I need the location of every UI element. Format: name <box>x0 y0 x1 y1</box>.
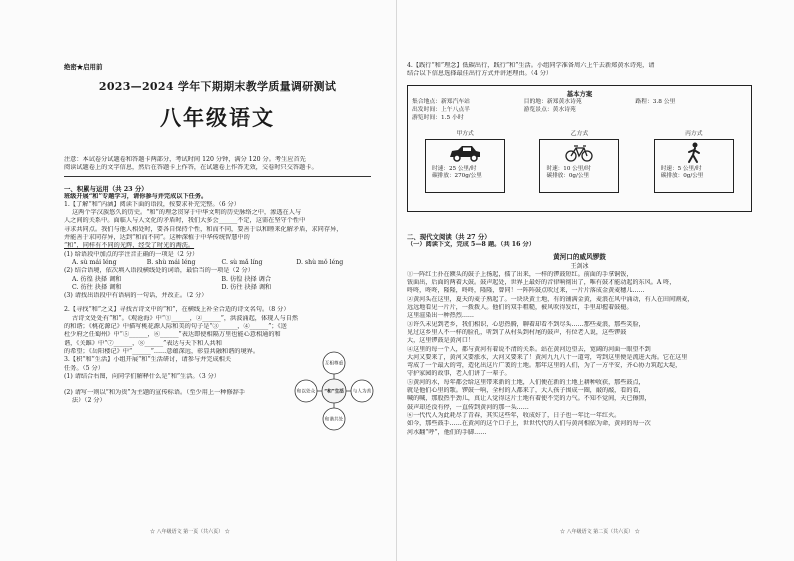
article-line: 大河又要来了，黄河又要涨水，大河又要来了！黄河九九八十一道弯，弯到这里便是流进大海。它在这里 <box>407 353 688 361</box>
mode-label: 乙方式 <box>570 130 589 137</box>
subject-title: 八年级语文 <box>160 106 275 130</box>
mode-emission: 碳排放：0g/公里 <box>546 173 590 179</box>
article-line: 远远地看见一片片，一拨拨人。他们的双手粗糙，被风吹得发红，手里却握着鼓槌。 <box>407 304 633 312</box>
info-cell <box>524 114 636 122</box>
info-box-title: 基本方案 <box>566 89 593 98</box>
article-line: 钹面出，后面的两着大鼓。鼓声起处，世界上最好的音律响彻出了，唯有鼓才能动起的东风。A 咚， <box>407 279 676 287</box>
q1-passage-line: “和”，同样有不同的光辉，经受了时光的淘洗。 <box>64 242 195 250</box>
q1-sub-1: (1) 给语段中加点的字注音正确的一项是（2 分） <box>64 250 199 258</box>
task-instruction: 班级开展“和”专题学习，请你参与并完成以下任务。 <box>64 192 208 200</box>
q2-line: 的希望；《岳阳楼记》中“______”……意蕴深远，彰显共融和谐的境界。 <box>64 347 260 355</box>
page-footer-right: ☆ 八年级语文 第二页（共六页） ☆ <box>560 529 640 535</box>
q1-options-2b <box>64 284 371 292</box>
article-line: 大，这里锣鼓是黄河口！ <box>407 337 475 345</box>
article-line: ③许久未见到老乡，我们相识，心思热腾，聊着却看不到尽头……那些麦浪，那些笑脸， <box>407 320 645 328</box>
article-line: 河水翻“呼”，他们的手脚…… <box>407 428 487 436</box>
option-a: A. sù mái léng <box>72 258 117 266</box>
question-2: 2.【寻找“和”之义】寻找古诗文中的“和”，在横线上补全合适的诗文名句。（8 分） <box>64 306 290 314</box>
question-3-block <box>64 356 372 423</box>
mode-label: 甲方式 <box>456 130 474 137</box>
subsection-heading: （一）阅读下文，完成 5—8 题。（共 16 分） <box>407 240 535 248</box>
question-3: 3.【积“和”生活】小组开展“和”生活研讨，请参与并完成相关 <box>64 356 232 364</box>
question-1: 1.【了解“和”内涵】阅读下面的语段，按要求补充完整。（6 分） <box>64 200 240 208</box>
article-line: 咚咚，咚咚，隆隆，咚咚，隆隆，曾同！一阵阵鼓点吹过来，一片片落成金黄麦穗儿…… <box>407 287 645 295</box>
mode-speed: 时速：10 公里/时 <box>546 165 591 172</box>
mode-emission: 碳排放：0g/公里 <box>660 173 704 179</box>
q2-line: 古诗文处处有“和”。《观沧海》中“①______，②______”，洪波涌起，体现人与自然 <box>72 314 299 322</box>
car-icon <box>426 140 504 166</box>
q3-sub-2: (2) 请写一则以“和为贵”为主题的宣传标语。（至少用上一种修辞手 <box>64 389 246 397</box>
option-b: B. 彷徨 抉择 调合 <box>221 275 272 283</box>
mode-box <box>539 139 619 193</box>
q2-line: 杜少府之任蜀州》中“⑤______，⑥______”表达即使相隔万里也能心意相通的和 <box>64 331 281 339</box>
q3-sub-1: (1) 请结合右图，向同学们解释什么是“和”生活。（3 分） <box>64 372 220 380</box>
article-author: 王剑冰 <box>570 262 589 270</box>
article-line: 如今，那些鼓手……在黄河的这个口子上，世世代代的人们与黄河相依为命，黄河的每一次 <box>407 420 651 428</box>
option-d: D. shù mǒ léng <box>296 258 344 266</box>
q1-sub-2: (2) 结合语境，依次填入语段横线处的词语，最恰当的一项是（2 分） <box>64 267 254 275</box>
article-line: 就是他们心里的歌。锣鼓一响，全村的人都来了，大人孩子围成一圈，敲的敲，看的看， <box>407 387 645 395</box>
info-cell <box>635 114 747 122</box>
option-c: C. sù mǎ líng <box>221 258 263 266</box>
notice-line-2: 阅读试题卷上的文字信息，然后在答题卡上作答，在试题卷上作答无效，交卷时只交答题卡。 <box>64 164 318 172</box>
notice-line-1: 注意：本试卷分试题卷和答题卡两部分，考试时间 120 分钟，满分 120 分。考生应首先 <box>64 156 306 163</box>
q1-passage-line: 寻求共同点。我们与他人相处时，要各自保持个性，和而不同，要善于以和睦来化解矛盾，求同存异， <box>64 225 343 233</box>
info-row <box>408 106 751 114</box>
exam-title: 2023—2024 学年下期期末教学质量调研测试 <box>98 80 337 93</box>
option-b: B. shù mái léng <box>146 258 196 266</box>
travel-options <box>408 128 751 193</box>
confidential-mark: 绝密★启用前 <box>64 63 103 71</box>
mode-label: 丙方式 <box>685 130 703 137</box>
question-4: 4.【践行“和”理念】低碳出行，践行“和”生活。小组同学准备周六上午去新郑黄水诗苑，请 <box>407 62 655 69</box>
article-line: 喊的喊，那股热乎劲儿，真让人觉得这片土地有着使不完的力气。不知不觉间，天已擦黑， <box>407 395 651 403</box>
diagram-node-label: 与人为善 <box>352 389 372 395</box>
article-line: 弯成了一个最大的弯，造化出这片广袤的土地。那年这里的人们，为了一方平安，齐心协力筑起大堤， <box>407 362 682 370</box>
q1-passage-line: 这两个字汉族悠久的历史。“和”的理念贯穿于中华文明的历史脉络之中，渗透在人与 <box>72 209 302 217</box>
page-footer-left: ☆ 八年级语文 第一页（共六页） ☆ <box>150 529 230 535</box>
info-cell: 游览时间：1.5 小时 <box>412 114 464 121</box>
option-a: A. 彷徨 抉择 调和 <box>72 275 122 283</box>
diagram-node-label: 和谐共处 <box>324 417 344 423</box>
article-line: ①一阵红土扑在额头的鼓子上扬起，擂了出来，一样的锣鼓短红。前面的手拿铜钹， <box>407 270 633 278</box>
info-row <box>408 114 751 122</box>
question-3-cont: 任务。（5 分） <box>64 364 104 372</box>
info-row <box>408 98 751 106</box>
travel-info-box <box>407 85 752 212</box>
travel-mode-car <box>425 128 505 193</box>
info-cell: 集合地点：新郑汽车站 <box>412 98 470 105</box>
right-page <box>397 0 794 561</box>
mode-speed: 时速：25 公里/时 <box>432 165 477 172</box>
mode-emission: 碳排放：270g/公里 <box>432 173 482 179</box>
q2-line: 谐，《关雎》中“⑦______，⑧______”表达与天下和人共和 <box>64 339 222 347</box>
harmony-diagram <box>293 350 375 432</box>
article-line: ④这里的每一个人，都与黄河有着说不清的关系。站在黄河边望去，宽阔的河面一眼望不到 <box>407 345 651 353</box>
travel-mode-bicycle <box>539 128 619 193</box>
q2-line: 的和谐；《桃花源记》中描写桃花源人际和美的句子是“③______，④______”；《送 <box>64 323 287 331</box>
article-line: ⑤黄河的水，每年都会给这里带来新的土地，人们便在新的土地上耕种收获，那些鼓点， <box>407 378 645 386</box>
article-line: ⑥一代代人为此耗尽了青春，其实这些年，收成好了，日子也一年比一年红火。 <box>407 411 621 419</box>
q1-sub-3: (3) 请找出语段中有语病的一句话，并改正。（2 分） <box>64 292 208 300</box>
mode-box <box>654 139 734 193</box>
q1-passage-line: 人之间的关系中。面临人与人文化的矛盾时，我们大多会______不定，这需在坚守个性中 <box>64 217 306 225</box>
q1-options-2a <box>64 276 371 284</box>
option-d: D. 彷往 抉择 调和 <box>221 283 272 291</box>
walking-icon <box>655 140 733 166</box>
diagram-center-label: “和”生活 <box>324 389 344 395</box>
q1-options-1 <box>64 259 371 267</box>
article-body <box>407 271 752 437</box>
question-4-cont: 结合以下信息选择最佳出行方式并讲述理由。（4 分） <box>407 70 553 78</box>
bicycle-icon <box>540 140 618 166</box>
q3-sub-2-cont: 法）（2 分） <box>72 397 106 405</box>
q1-passage-line: 并能善于求同存异，达到“和而不同”。这种深植于中华传统智慧中的 <box>64 234 250 242</box>
article-line: ②黄河头在这里，夏天的麦子熟起了。一块块黄土地，有的铺满金黄，麦浪在风中涌动，有人在田间割麦， <box>407 295 694 303</box>
section-heading-1: 一、积累与运用（共 23 分） <box>64 184 148 193</box>
option-c: C. 彷往 抉择 调和 <box>72 283 122 291</box>
section-heading-2: 二、现代文阅读（共 27 分） <box>407 232 491 241</box>
article-line: 鼓声却还没有停，一直传到黄河的那一头…… <box>407 403 529 411</box>
article-title: 黄河口的威风锣鼓 <box>553 252 606 261</box>
article-line: 见过这乡里人不一样的脸孔，听到了从村头到村尾的鼓声，有位老人说，这些锣鼓 <box>407 328 627 336</box>
mode-speed: 时速：5 公里/时 <box>660 165 702 172</box>
divider <box>64 176 371 177</box>
diagram-node-label: 互相尊重 <box>324 361 344 367</box>
article-line: 这里渲染出一种热烈…… <box>407 312 475 320</box>
travel-mode-walking <box>654 128 734 193</box>
info-cell: 游览景点：黄水诗苑 <box>523 106 576 113</box>
info-cell: 路程：3.8 公里 <box>635 98 676 105</box>
article-line: 守护家园的故事，老人们讲了一辈子。 <box>407 370 511 378</box>
mode-box <box>425 139 505 193</box>
info-cell: 目的地：新郑黄水诗苑 <box>523 98 582 105</box>
info-cell <box>635 106 747 114</box>
diagram-node-label: 和以处众 <box>296 389 316 395</box>
info-cell: 出发时间：上午八点半 <box>412 106 470 113</box>
